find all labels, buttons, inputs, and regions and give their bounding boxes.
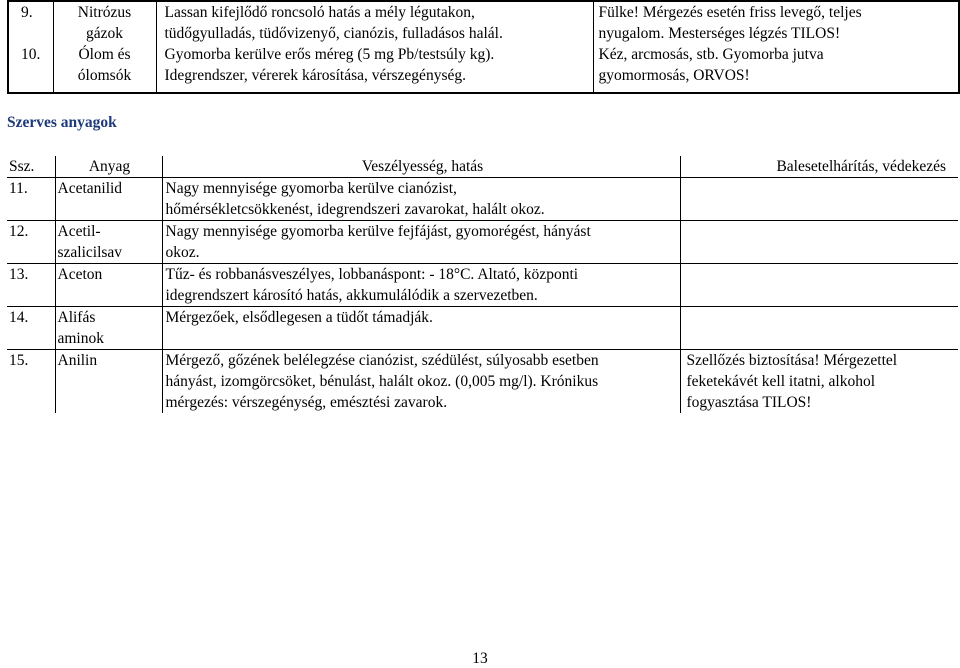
- hazard-description: Mérgező, gőzének belélegzése cianózist, szédülést, súlyosabb esetben hányást, izomgörcsöket, bénulást, halált okoz. (0,005 mg/l). Krónikus mérgezés: vérszegénység, emésztési zavarok.: [162, 350, 680, 414]
- table-row: [7, 178, 958, 221]
- hazard-description: Gyomorba kerülve erős méreg (5 mg Pb/testsúly kg). Idegrendszer, vérerek károsítása, vérszegénység.: [156, 44, 593, 93]
- mitigation-description: [680, 178, 958, 221]
- row-number: 9.: [8, 1, 53, 44]
- header-mitigation: Balesetelhárítás, védekezés: [680, 156, 958, 178]
- substance-name: Aceton: [55, 264, 162, 307]
- mitigation-description: [680, 221, 958, 264]
- hazard-description: Mérgezőek, elsődlegesen a tüdőt támadják.: [162, 307, 680, 350]
- organic-substances-table: [7, 156, 958, 413]
- header-number: Ssz.: [7, 156, 55, 178]
- substance-name: Nitrózus gázok: [53, 1, 156, 44]
- inorganic-substances-table: [7, 0, 960, 94]
- mitigation-description: Fülke! Mérgezés esetén friss levegő, teljes nyugalom. Mesterséges légzés TILOS!: [593, 1, 959, 44]
- row-number: 12.: [7, 221, 55, 264]
- table-header-row: [7, 156, 958, 178]
- row-number: 10.: [8, 44, 53, 93]
- header-substance: Anyag: [55, 156, 162, 178]
- section-title: Szerves anyagok: [7, 114, 117, 131]
- header-hazard: Veszélyesség, hatás: [162, 156, 680, 178]
- mitigation-description: [680, 307, 958, 350]
- hazard-description: Nagy mennyisége gyomorba kerülve fejfájást, gyomorégést, hányást okoz.: [162, 221, 680, 264]
- page-number: 13: [472, 650, 488, 667]
- table-row: [7, 264, 958, 307]
- hazard-description: Nagy mennyisége gyomorba kerülve cianózist, hőmérsékletcsökkenést, idegrendszeri zavarokat, halált okoz.: [162, 178, 680, 221]
- substance-name: Ólom és ólomsók: [53, 44, 156, 93]
- table-row: [7, 221, 958, 264]
- substance-name: Acetil- szalicilsav: [55, 221, 162, 264]
- mitigation-description: Szellőzés biztosítása! Mérgezettel feketekávét kell itatni, alkohol fogyasztása TILOS!: [686, 352, 898, 411]
- hazard-description: Lassan kifejlődő roncsoló hatás a mély légutakon, tüdőgyulladás, tüdővizenyő, cianózis, fulladásos halál.: [156, 1, 593, 44]
- row-number: 14.: [7, 307, 55, 350]
- hazard-description: Tűz- és robbanásveszélyes, lobbanáspont: - 18°C. Altató, központi idegrendszert károsító hatás, akkumulálódik a szervezetben.: [162, 264, 680, 307]
- row-number: 15.: [7, 350, 55, 414]
- table-row: [7, 307, 958, 350]
- mitigation-description: [680, 264, 958, 307]
- table-row: [8, 1, 959, 44]
- substance-name: Anilin: [55, 350, 162, 414]
- row-number: 13.: [7, 264, 55, 307]
- table-row: [7, 350, 958, 414]
- table-row: [8, 44, 959, 93]
- substance-name: Acetanilid: [55, 178, 162, 221]
- mitigation-description: Kéz, arcmosás, stb. Gyomorba jutva gyomormosás, ORVOS!: [593, 44, 959, 93]
- substance-name: Alifás aminok: [55, 307, 162, 350]
- row-number: 11.: [7, 178, 55, 221]
